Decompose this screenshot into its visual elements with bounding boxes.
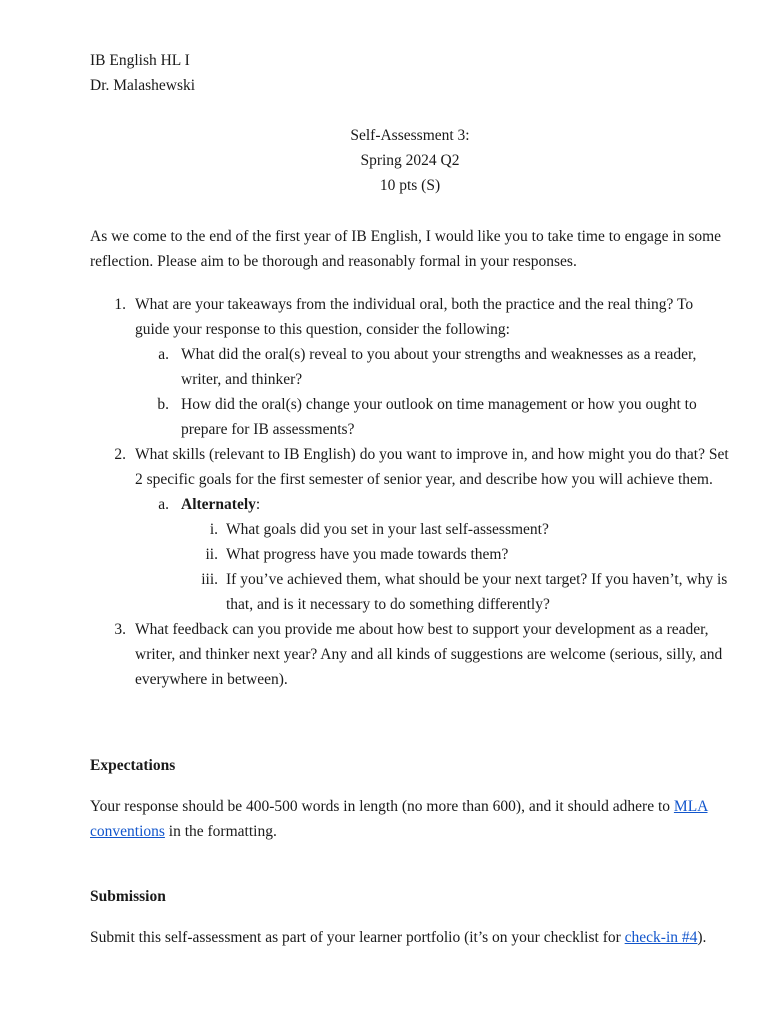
- course-name: IB English HL I: [90, 52, 190, 69]
- alt-question-text: What progress have you made towards them?: [226, 546, 509, 563]
- question-1-sub-b: [90, 392, 730, 442]
- list-marker: a.: [158, 496, 169, 513]
- question-2-alt-ii: [90, 542, 730, 567]
- doc-term: Spring 2024 Q2: [360, 152, 460, 169]
- question-text: What skills (relevant to IB English) do you want to improve in, and how might you do that? Set 2 specific goals for the first semester of senior year, and describe how you will achieve them.: [135, 446, 729, 488]
- expectations-paragraph: [90, 794, 730, 844]
- intro-paragraph: As we come to the end of the first year of IB English, I would like you to take time to engage in some reflection. Please aim to be thorough and reasonably formal in your responses.: [90, 228, 722, 270]
- question-list: [90, 292, 730, 692]
- expectations-heading: Expectations: [90, 757, 176, 774]
- doc-points: 10 pts (S): [379, 177, 441, 194]
- doc-title: Self-Assessment 3:: [350, 127, 470, 144]
- mla-link[interactable]: MLA: [673, 798, 708, 815]
- document-page: [90, 48, 730, 950]
- expectations-text-end: in the formatting.: [164, 823, 277, 840]
- question-text: What feedback can you provide me about how best to support your development as a reader, writer, and thinker next year? Any and all kinds of suggestions are welcome (serious, silly, and everywhere in between).: [135, 621, 723, 688]
- teacher-name: Dr. Malashewski: [90, 77, 196, 94]
- list-marker: 1.: [114, 296, 126, 313]
- list-marker: 2.: [114, 446, 126, 463]
- sub-question-text: How did the oral(s) change your outlook on time management or how you ought to prepare for IB assessments?: [181, 396, 697, 438]
- list-marker: i.: [209, 521, 218, 538]
- question-2-alt-iii: [90, 567, 730, 617]
- alt-question-text: If you’ve achieved them, what should be your next target? If you haven’t, why is that, and is it necessary to do something differently?: [226, 571, 728, 613]
- alt-question-text: What goals did you set in your last self-assessment?: [226, 521, 549, 538]
- question-item-2: [90, 442, 730, 492]
- list-marker: ii.: [205, 546, 218, 563]
- question-2-alternately: [90, 492, 730, 517]
- check-in-link[interactable]: check-in #4: [624, 929, 698, 946]
- alternately-label: Alternately: [181, 496, 256, 513]
- submission-text: Submit this self-assessment as part of your learner portfolio (it’s on your checklist for: [90, 929, 625, 946]
- list-marker: 3.: [114, 621, 126, 638]
- alternately-colon: :: [255, 496, 261, 513]
- mla-conventions-link[interactable]: conventions: [90, 823, 165, 840]
- submission-text-end: ).: [697, 929, 707, 946]
- expectations-text: Your response should be 400-500 words in length (no more than 600), and it should adhere to: [90, 798, 674, 815]
- submission-paragraph: [90, 925, 730, 950]
- submission-heading: Submission: [90, 888, 166, 905]
- list-marker: a.: [158, 346, 169, 363]
- list-marker: iii.: [201, 571, 218, 588]
- question-text: What are your takeaways from the individual oral, both the practice and the real thing? To guide your response to this question, consider the following:: [135, 296, 694, 338]
- list-marker: b.: [157, 396, 169, 413]
- sub-question-text: What did the oral(s) reveal to you about your strengths and weaknesses as a reader, writer, and thinker?: [181, 346, 697, 388]
- question-item-3: [90, 617, 730, 692]
- question-1-sub-a: [90, 342, 730, 392]
- question-item-1: [90, 292, 730, 342]
- question-2-alt-i: [90, 517, 730, 542]
